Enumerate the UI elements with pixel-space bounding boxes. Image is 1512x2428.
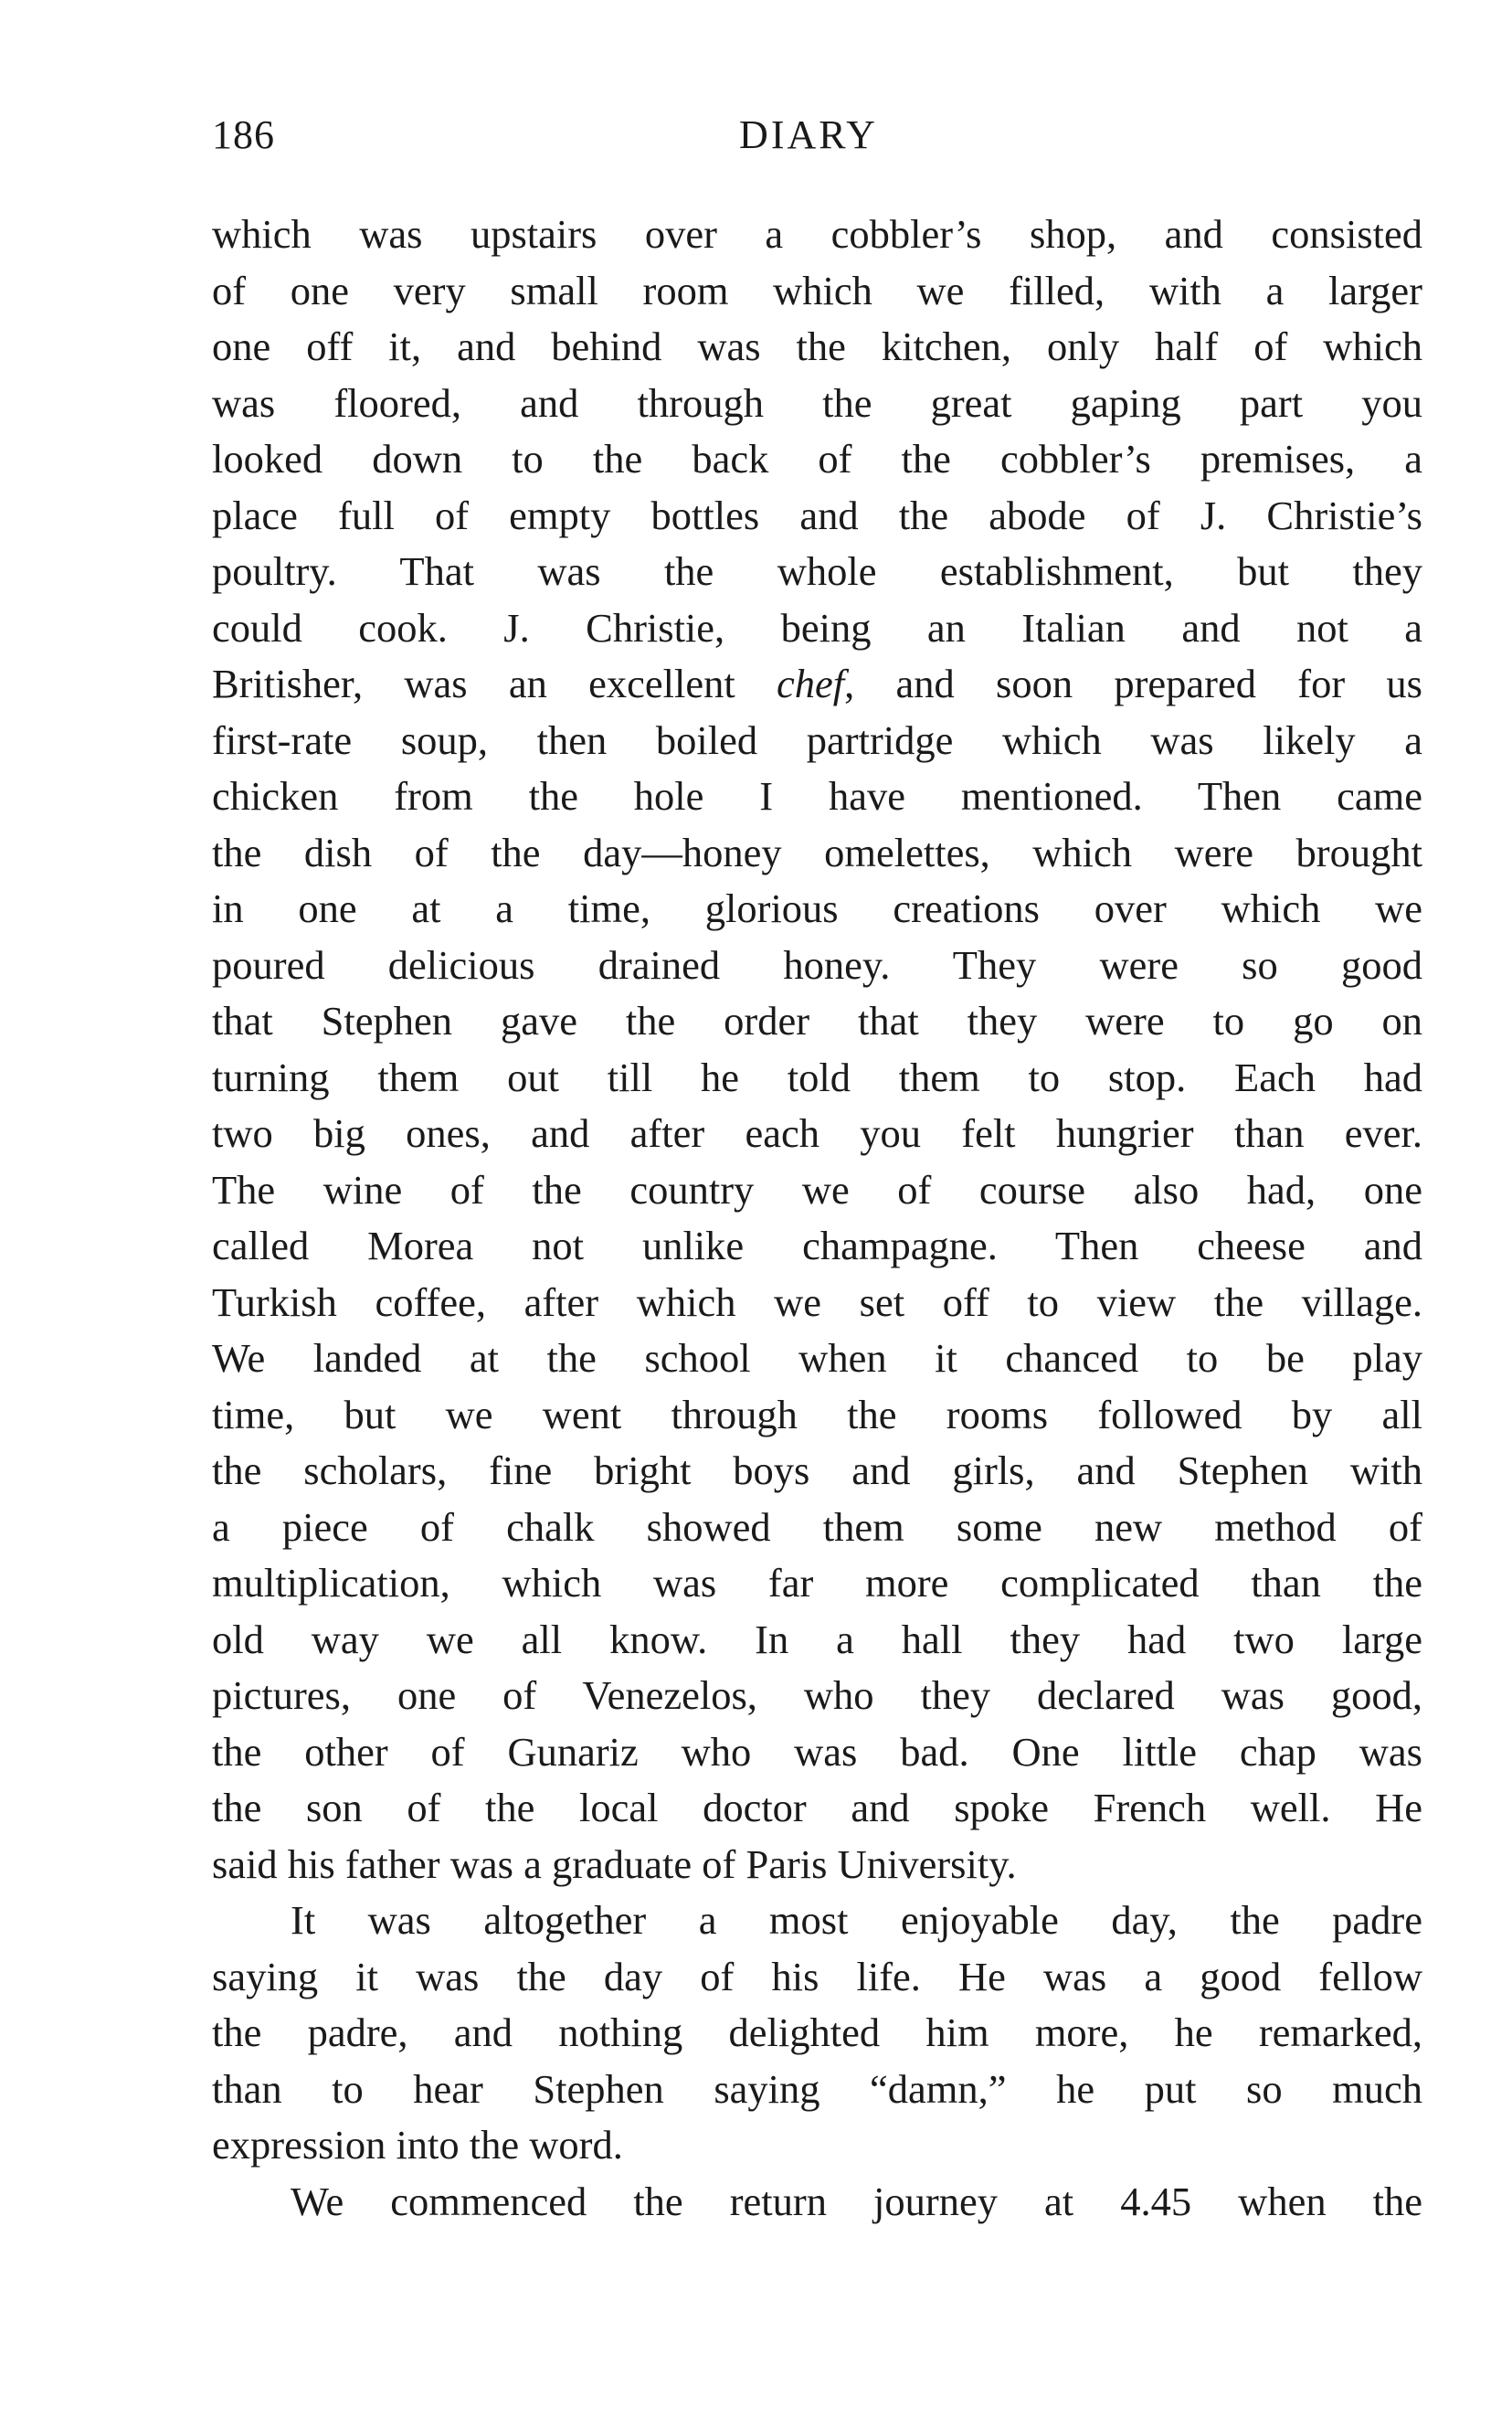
text-line-content: time, but we went through the rooms followed by all xyxy=(212,1391,1422,1437)
text-line-content: than to hear Stephen saying “damn,” he put so much xyxy=(212,2065,1422,2112)
text-line-content: poultry. That was the whole establishment, but they xyxy=(212,548,1422,594)
text-line-content: the dish of the day—honey omelettes, which were brought xyxy=(212,829,1422,875)
text-line xyxy=(212,376,1422,432)
text-line-content: Turkish coffee, after which we set off to view the village. xyxy=(212,1278,1422,1325)
text-line xyxy=(212,2062,1422,2118)
text-line-content: the son of the local doctor and spoke French well. He xyxy=(212,1785,1422,1830)
text-line-content: expression into the word. xyxy=(212,2122,623,2168)
text-line xyxy=(212,993,1422,1050)
body-text xyxy=(212,207,1422,2230)
text-line-content: poured delicious drained honey. They were so good xyxy=(212,941,1422,988)
text-line-content: looked down to the back of the cobbler’s premises, a xyxy=(212,436,1422,482)
text-line xyxy=(212,1050,1422,1107)
text-line xyxy=(212,1331,1422,1387)
text-line-content: the padre, and nothing delighted him more, he remarked, xyxy=(212,2009,1422,2055)
text-line-content: which was upstairs over a cobbler’s shop, and consisted xyxy=(212,211,1422,257)
text-line xyxy=(212,938,1422,994)
text-line-content: We commenced the return journey at 4.45 when the xyxy=(291,2178,1422,2224)
text-line-content: called Morea not unlike champagne. Then cheese and xyxy=(212,1223,1422,1268)
text-line-content: could cook. J. Christie, being an Italian and not a xyxy=(212,604,1422,651)
text-line xyxy=(212,1724,1422,1781)
text-line-content: the scholars, fine bright boys and girls, and Stephen with xyxy=(212,1447,1422,1493)
text-line-content: old way we all know. In a hall they had two large xyxy=(212,1616,1422,1662)
text-line-content: the other of Gunariz who was bad. One little chap was xyxy=(212,1728,1422,1775)
text-line xyxy=(212,1837,1422,1893)
text-line-content: that Stephen gave the order that they were to go on xyxy=(212,998,1422,1044)
text-line xyxy=(212,2174,1422,2231)
running-head: DIARY xyxy=(739,112,878,157)
text-line xyxy=(212,1555,1422,1612)
text-line xyxy=(212,1668,1422,1724)
text-line xyxy=(212,1780,1422,1837)
text-line-content: We landed at the school when it chanced to be play xyxy=(212,1335,1422,1381)
text-line xyxy=(212,319,1422,376)
text-line xyxy=(212,1387,1422,1444)
text-line-content: was floored, and through the great gaping part you xyxy=(212,379,1422,426)
text-line xyxy=(212,1949,1422,2006)
text-line xyxy=(212,769,1422,825)
text-line xyxy=(212,825,1422,882)
text-line xyxy=(212,544,1422,600)
text-line-content: Britisher, was an excellent xyxy=(212,661,777,706)
text-line xyxy=(212,1218,1422,1275)
text-line xyxy=(212,881,1422,938)
text-line-content: of one very small room which we filled, with a larger xyxy=(212,267,1422,313)
text-line xyxy=(212,600,1422,657)
text-line-content: in one at a time, glorious creations over which we xyxy=(212,885,1422,931)
text-line xyxy=(212,1893,1422,1949)
text-line-content: place full of empty bottles and the abode of J. Christie’s xyxy=(212,492,1422,538)
text-line xyxy=(212,713,1422,769)
text-line xyxy=(212,1612,1422,1669)
text-line-content: first-rate soup, then boiled partridge which was likely a xyxy=(212,716,1422,763)
text-line xyxy=(212,431,1422,488)
text-line xyxy=(212,1443,1422,1500)
text-line-content: The wine of the country we of course also had, one xyxy=(212,1166,1422,1213)
text-line xyxy=(212,656,1422,713)
text-line-continuation: , and soon prepared for us xyxy=(844,661,1422,706)
text-line-content: said his father was a graduate of Paris University. xyxy=(212,1840,1017,1887)
text-line-content: multiplication, which was far more complicated than the xyxy=(212,1560,1422,1606)
text-line xyxy=(212,1162,1422,1219)
text-line xyxy=(212,2117,1422,2174)
text-line-content: saying it was the day of his life. He was a good fellow xyxy=(212,1953,1422,1999)
page-number: 186 xyxy=(212,112,275,157)
text-line xyxy=(212,207,1422,263)
text-line xyxy=(212,1500,1422,1556)
text-line xyxy=(212,263,1422,320)
text-line-content: one off it, and behind was the kitchen, only half of which xyxy=(212,323,1422,369)
text-line-content: a piece of chalk showed them some new method of xyxy=(212,1503,1422,1550)
text-line-content: It was altogether a most enjoyable day, the padre xyxy=(291,1897,1422,1943)
italic-word: chef xyxy=(776,661,845,706)
text-line-content: pictures, one of Venezelos, who they declared was good, xyxy=(212,1672,1422,1718)
text-line xyxy=(212,488,1422,545)
text-line-content: chicken from the hole I have mentioned. Then came xyxy=(212,773,1422,819)
text-line-content: turning them out till he told them to stop. Each had xyxy=(212,1054,1422,1100)
text-line xyxy=(212,1275,1422,1331)
text-line xyxy=(212,2005,1422,2062)
text-line-content: two big ones, and after each you felt hungrier than ever. xyxy=(212,1110,1422,1156)
text-line xyxy=(212,1106,1422,1162)
